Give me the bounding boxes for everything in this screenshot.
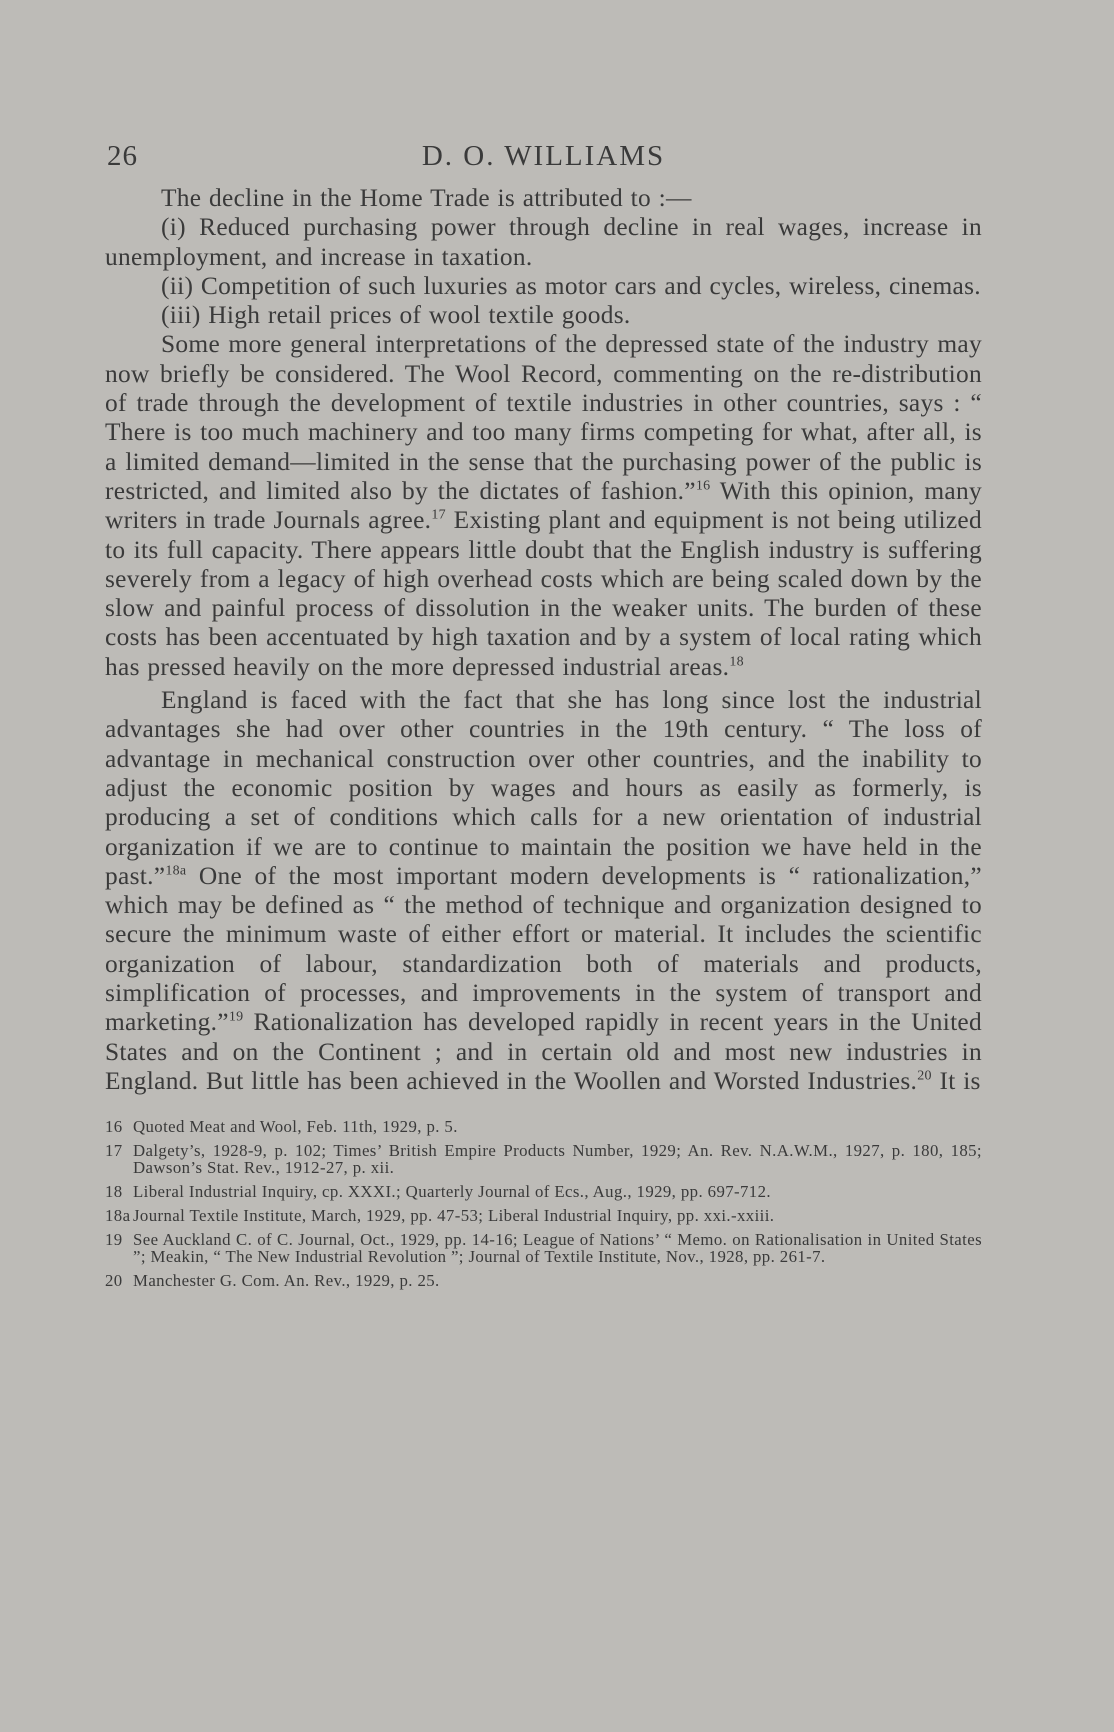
paragraph-text: Existing plant and equipment is not being utilized to its full capacity. There appears little doubt that the English industry is suffering severely from a legacy of high overhead costs which are being scaled down by the slow and painful process of dissolution in the weaker units. The burden of these costs has been accentuated by high taxation and by a system of local rating which has pressed heavily on the more depressed industrial areas. — [105, 506, 982, 681]
body-text — [105, 184, 982, 1096]
footnote-number: 18a — [105, 1206, 131, 1226]
page-number: 26 — [107, 140, 138, 172]
footnote-ref-17[interactable]: 17 — [431, 507, 446, 523]
footnote-17 — [105, 1142, 982, 1176]
paragraph-text: Rationalization has developed rapidly in recent years in the United States and on the Continent ; and in certain old and most new industries in England. But little has been achieved in the Woollen and Worsted Industries. — [105, 1008, 982, 1095]
paragraph-text: It is — [931, 1066, 981, 1095]
footnote-number: 19 — [105, 1230, 123, 1250]
footnote-number: 20 — [105, 1271, 123, 1291]
paragraph-interpretations — [105, 330, 982, 682]
paragraph-reason-iii: (iii) High retail prices of wool textile goods. — [161, 301, 631, 330]
footnote-ref-18a[interactable]: 18a — [165, 863, 187, 879]
footnote-ref-16[interactable]: 16 — [695, 478, 711, 494]
footnote-ref-19[interactable]: 19 — [228, 1009, 244, 1025]
footnote-number: 16 — [105, 1117, 123, 1137]
footnote-ref-18[interactable]: 18 — [729, 654, 744, 670]
footnote-text: Journal Textile Institute, March, 1929, pp. 47-53; Liberal Industrial Inquiry, pp. xxi.-xxiii. — [133, 1206, 775, 1226]
footnote-16 — [105, 1118, 982, 1135]
paragraph-text: England is faced with the fact that she has long since lost the industrial advantages she had over other countries in the 19th century. “ The loss of advantage in mechanical construction over other countries, and the inability to adjust the economic position by wages and hours as easily as formerly, is producing a set of conditions which calls for a new orientation of industrial organization if we are to continue to maintain the position we have held in the past.” — [105, 686, 982, 890]
paragraph-reason-ii: (ii) Competition of such luxuries as motor cars and cycles, wireless, cinemas. — [161, 271, 981, 300]
paragraph-text: With this opinion, many writers in trade Journals agree. — [105, 476, 982, 535]
footnote-18 — [105, 1183, 982, 1200]
footnote-text: Liberal Industrial Inquiry, cp. XXXI.; Quarterly Journal of Ecs., Aug., 1929, pp. 697-712. — [133, 1182, 771, 1202]
paragraph-england — [105, 686, 982, 1096]
paragraph-text: One of the most important modern developments is “ rationalization,” which may be defined as “ the method of technique and organization designed to secure the minimum waste of either effort or material. It includes the scientific organization of labour, standardization both of materials and products, simplification of processes, and improvements in the system of transport and marketing.” — [105, 861, 982, 1037]
footnotes — [105, 1118, 982, 1289]
page — [105, 140, 982, 1296]
footnote-number: 17 — [105, 1141, 123, 1161]
footnote-20 — [105, 1272, 982, 1289]
footnote-number: 18 — [105, 1182, 123, 1202]
running-head — [105, 140, 982, 184]
paragraph-intro: The decline in the Home Trade is attributed to :— — [161, 184, 692, 212]
paragraph-text: Some more general interpretations of the depressed state of the industry may now briefly be considered. The Wool Record, commenting on the re-distribution of trade through the development of textile industries in other countries, says : “ There is too much machinery and too many firms competing for what, after all, is a limited demand—limited in the sense that the purchasing power of the public is restricted, and limited also by the dictates of fashion.” — [105, 330, 982, 505]
footnote-text: See Auckland C. of C. Journal, Oct., 1929, pp. 14-16; League of Nations’ “ Memo. on Rationalisation in United States ”; Meakin, “ The New Industrial Revolution ”; Journal of Textile Institute, Nov., 1928, pp. 261-7. — [133, 1230, 982, 1267]
footnote-ref-20[interactable]: 20 — [917, 1068, 932, 1084]
footnote-18a — [105, 1207, 982, 1224]
footnote-text: Dalgety’s, 1928-9, p. 102; Times’ British Empire Products Number, 1929; An. Rev. N.A.W.M., 1927, p. 180, 185; Dawson’s Stat. Rev., 1912-27, p. xii. — [133, 1141, 982, 1178]
footnote-text: Manchester G. Com. An. Rev., 1929, p. 25. — [133, 1271, 440, 1291]
footnote-text: Quoted Meat and Wool, Feb. 11th, 1929, p. 5. — [133, 1117, 458, 1137]
paragraph-reason-i: (i) Reduced purchasing power through decline in real wages, increase in unemployment, and increase in taxation. — [105, 213, 982, 271]
footnote-19 — [105, 1231, 982, 1265]
running-title: D. O. WILLIAMS — [421, 140, 666, 172]
